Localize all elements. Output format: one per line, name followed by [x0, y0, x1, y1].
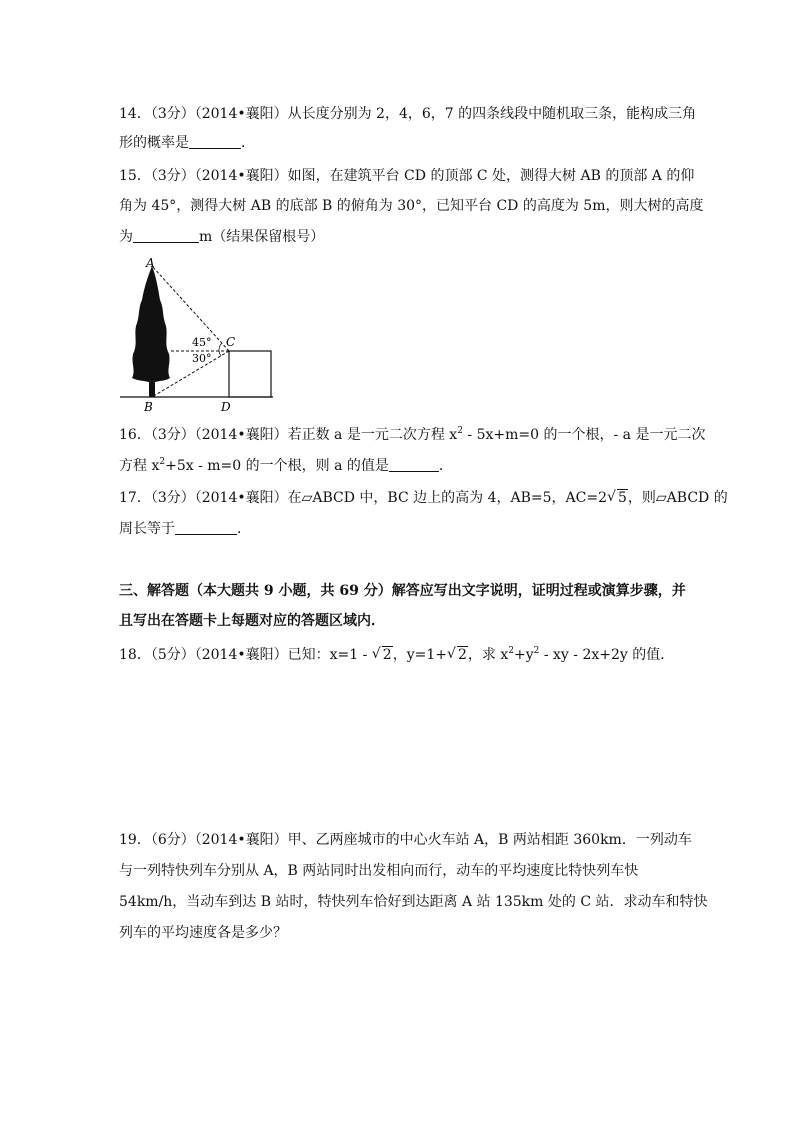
- q17-line2: [119, 519, 251, 539]
- section3-heading-line1: 三、解答题（本大题共 9 小题，共 69 分）解答应写出文字说明，证明过程或演算步骤，并: [119, 583, 686, 599]
- q16-answer-blank: [389, 457, 439, 472]
- q16-line1-text-a: 16．（3分）（2014•襄阳）若正数 a 是一元二次方程 x: [119, 427, 458, 443]
- q16-line1-text-b: - 5x+m=0 的一个根，- a 是一元二次: [462, 427, 706, 443]
- q18-text-d: +y: [514, 647, 534, 663]
- angle-label-30: 30°: [192, 352, 212, 365]
- q17-line2-suffix: ．: [237, 521, 251, 537]
- q19-line4: 列车的平均速度各是多少？: [119, 925, 287, 941]
- q15-answer-blank: [133, 228, 199, 243]
- q14-line1: 14．（3分）（2014•襄阳）从长度分别为 2，4，6，7 的四条线段中随机取三条，能构成三角: [119, 106, 697, 122]
- q15-line3-prefix: 为: [119, 229, 133, 245]
- q18-radical-1-value: 2: [382, 647, 392, 663]
- q16-line2: [119, 456, 453, 476]
- q18-radical-1: [372, 645, 393, 665]
- q18-radical-2: [447, 645, 468, 665]
- q18-radical-2-value: 2: [457, 647, 467, 663]
- q15-figure: [118, 254, 278, 416]
- tree-icon: [132, 266, 170, 397]
- q16-line2-text-a: 方程 x: [119, 458, 160, 474]
- q17-answer-blank: [175, 520, 237, 535]
- label-b: B: [144, 400, 153, 414]
- platform-cd: [229, 351, 271, 397]
- label-d: D: [221, 400, 231, 414]
- angle-arc-bottom: [219, 351, 221, 356]
- label-a: A: [146, 256, 155, 270]
- sqrt-icon: √: [446, 646, 456, 662]
- q18-text-a: 18．（5分）（2014•襄阳）已知：x=1 -: [119, 647, 372, 663]
- q16-line2-text-b: +5x - m=0 的一个根，则 a 的值是: [165, 458, 389, 474]
- q19-line2: 与一列特快列车分别从 A，B 两站同时出发相向而行，动车的平均速度比特快列车快: [119, 863, 639, 879]
- q16-line1-superscript: 2: [457, 426, 463, 436]
- q18-text-c: ，求 x: [467, 647, 509, 663]
- q17-line1: [119, 488, 728, 508]
- q14-line2-prefix: 形的概率是: [119, 135, 189, 151]
- q14-line2-suffix: ．: [241, 135, 255, 151]
- q18-superscript-2: 2: [533, 646, 540, 656]
- angle-label-45: 45°: [192, 336, 212, 349]
- q17-radical-value: 5: [617, 490, 627, 506]
- q17-line2-prefix: 周长等于: [119, 521, 175, 537]
- q15-line1: 15．（3分）（2014•襄阳）如图，在建筑平台 CD 的顶部 C 处，测得大树 AB 的顶部 A 的仰: [119, 168, 695, 184]
- q18-text-e: - xy - 2x+2y 的值．: [539, 647, 675, 663]
- q17-line1-text-a: 17．（3分）（2014•襄阳）在▱ABCD 中，BC 边上的高为 4，AB=5，AC=2: [119, 490, 607, 506]
- q18-line1: [119, 645, 674, 665]
- angle-arc-top: [219, 343, 222, 351]
- q15-line3-suffix: m（结果保留根号）: [199, 229, 325, 245]
- q19-line3: 54km/h，当动车到达 B 站时，特快列车恰好到达距离 A 站 135km 处的 C 站．求动车和特快: [119, 894, 708, 910]
- sqrt-icon: √: [371, 646, 381, 662]
- sqrt-icon: √: [606, 489, 616, 505]
- q15-line2: 角为 45°，测得大树 AB 的底部 B 的俯角为 30°，已知平台 CD 的高度为 5m，则大树的高度: [119, 198, 704, 214]
- q15-line3: [119, 227, 324, 247]
- q18-text-b: ，y=1+: [392, 647, 447, 663]
- q17-radical: [607, 488, 628, 508]
- q16-line2-suffix: ．: [438, 458, 453, 474]
- q16-line2-superscript: 2: [159, 457, 166, 467]
- section3-heading-line2: 且写出在答题卡上每题对应的答题区域内．: [119, 613, 385, 629]
- q18-superscript-1: 2: [508, 646, 514, 656]
- q14-answer-blank: [189, 134, 241, 149]
- label-c: C: [226, 335, 236, 349]
- q17-line1-text-b: ，则▱ABCD 的: [627, 490, 728, 506]
- q19-line1: 19．（6分）（2014•襄阳）甲、乙两座城市的中心火车站 A，B 两站相距 360km．一列动车: [119, 832, 692, 848]
- q14-line2: [119, 133, 255, 153]
- q16-line1: [119, 425, 705, 445]
